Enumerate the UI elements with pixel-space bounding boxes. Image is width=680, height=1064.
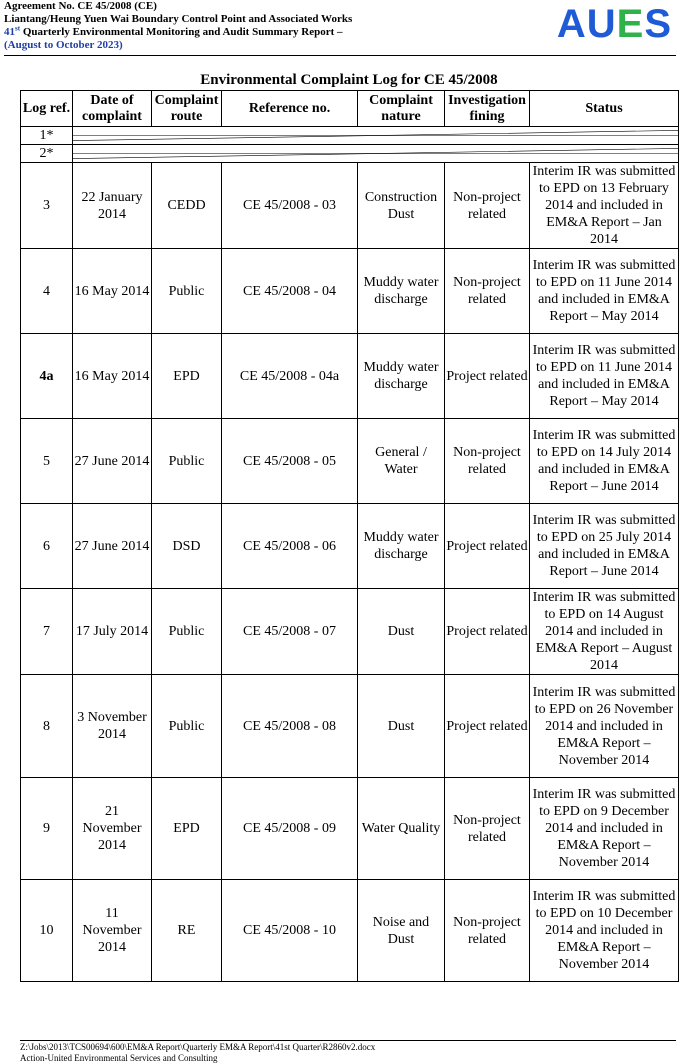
col-log-ref: Log ref. — [21, 91, 73, 127]
cell-reference-no: CE 45/2008 - 04 — [222, 249, 358, 334]
cell-reference-no: CE 45/2008 - 07 — [222, 589, 358, 675]
struck-log-ref: 1* — [21, 127, 73, 145]
table-row — [21, 419, 679, 504]
cell-log-ref: 8 — [21, 675, 73, 778]
cell-date: 11 November 2014 — [73, 880, 152, 982]
footer-company: Action-United Environmental Services and Consulting — [20, 1053, 218, 1063]
cell-complaint-nature: Dust — [358, 675, 445, 778]
struck-row — [21, 127, 679, 145]
report-period: August to October 2023 — [7, 39, 119, 51]
cell-complaint-nature: Water Quality — [358, 778, 445, 880]
cell-log-ref: 4a — [21, 334, 73, 419]
aues-logo — [557, 4, 672, 44]
cell-log-ref: 5 — [21, 419, 73, 504]
report-line — [4, 26, 524, 39]
cell-route: RE — [152, 880, 222, 982]
header-divider — [4, 55, 676, 56]
period-close: ) — [119, 39, 123, 51]
cell-complaint-nature: Muddy water discharge — [358, 334, 445, 419]
cell-status: Interim IR was submitted to EPD on 14 July 2014 and included in EM&A Report – June 2014 — [530, 419, 679, 504]
cell-investigation-finding: Non-project related — [445, 880, 530, 982]
cell-reference-no: CE 45/2008 - 04a — [222, 334, 358, 419]
cell-log-ref: 7 — [21, 589, 73, 675]
struck-out-cells — [73, 145, 679, 163]
cell-route: DSD — [152, 504, 222, 589]
cell-complaint-nature: Dust — [358, 589, 445, 675]
report-number-suffix: st — [15, 24, 21, 33]
period-open: ( — [4, 39, 8, 51]
col-reference: Reference no. — [222, 91, 358, 127]
cell-status: Interim IR was submitted to EPD on 10 December 2014 and included in EM&A Report – November 2014 — [530, 880, 679, 982]
cell-status: Interim IR was submitted to EPD on 11 June 2014 and included in EM&A Report – May 2014 — [530, 249, 679, 334]
cell-complaint-nature: Construction Dust — [358, 163, 445, 249]
table-row — [21, 249, 679, 334]
complaint-log-table — [20, 90, 679, 982]
cell-route: Public — [152, 675, 222, 778]
cell-date: 22 January 2014 — [73, 163, 152, 249]
col-route: Complaint route — [152, 91, 222, 127]
report-number: 41 — [4, 26, 15, 38]
cell-status: Interim IR was submitted to EPD on 25 July 2014 and included in EM&A Report – June 2014 — [530, 504, 679, 589]
cell-status: Interim IR was submitted to EPD on 13 February 2014 and included in EM&A Report – Jan 2014 — [530, 163, 679, 249]
cell-date: 3 November 2014 — [73, 675, 152, 778]
cell-investigation-finding: Project related — [445, 334, 530, 419]
cell-reference-no: CE 45/2008 - 08 — [222, 675, 358, 778]
table-row — [21, 504, 679, 589]
cell-date: 21 November 2014 — [73, 778, 152, 880]
cell-date: 27 June 2014 — [73, 504, 152, 589]
strike-lines — [73, 127, 678, 144]
cell-complaint-nature: General / Water — [358, 419, 445, 504]
cell-route: EPD — [152, 778, 222, 880]
cell-investigation-finding: Non-project related — [445, 163, 530, 249]
cell-date: 17 July 2014 — [73, 589, 152, 675]
cell-route: EPD — [152, 334, 222, 419]
struck-row — [21, 145, 679, 163]
footer-divider — [20, 1040, 676, 1041]
cell-investigation-finding: Project related — [445, 675, 530, 778]
table-header-row — [21, 91, 679, 127]
table-row — [21, 675, 679, 778]
cell-status: Interim IR was submitted to EPD on 14 August 2014 and included in EM&A Report – August 2014 — [530, 589, 679, 675]
cell-route: Public — [152, 419, 222, 504]
cell-route: CEDD — [152, 163, 222, 249]
col-status: Status — [530, 91, 679, 127]
cell-status: Interim IR was submitted to EPD on 26 November 2014 and included in EM&A Report – November 2014 — [530, 675, 679, 778]
col-nature: Complaint nature — [358, 91, 445, 127]
cell-complaint-nature: Noise and Dust — [358, 880, 445, 982]
table-title: Environmental Complaint Log for CE 45/2008 — [200, 72, 498, 88]
cell-date: 27 June 2014 — [73, 419, 152, 504]
cell-log-ref: 3 — [21, 163, 73, 249]
logo-part-s: S — [644, 2, 672, 46]
cell-log-ref: 6 — [21, 504, 73, 589]
cell-investigation-finding: Non-project related — [445, 419, 530, 504]
report-title: Quarterly Environmental Monitoring and Audit Summary Report – — [20, 26, 343, 38]
cell-route: Public — [152, 249, 222, 334]
cell-reference-no: CE 45/2008 - 05 — [222, 419, 358, 504]
table-row — [21, 880, 679, 982]
strike-lines — [73, 145, 678, 162]
table-row — [21, 589, 679, 675]
table-row — [21, 334, 679, 419]
cell-investigation-finding: Project related — [445, 589, 530, 675]
logo-part-e: E — [616, 2, 645, 46]
struck-out-cells — [73, 127, 679, 145]
cell-log-ref: 9 — [21, 778, 73, 880]
cell-log-ref: 4 — [21, 249, 73, 334]
footer-file-path: Z:\Jobs\2013\TCS00694\600\EM&A Report\Quarterly EM&A Report\41st Quarter\R2860v2.docx — [20, 1042, 376, 1052]
cell-date: 16 May 2014 — [73, 249, 152, 334]
struck-log-ref: 2* — [21, 145, 73, 163]
page-footer — [20, 1042, 375, 1064]
cell-status: Interim IR was submitted to EPD on 9 December 2014 and included in EM&A Report – November 2014 — [530, 778, 679, 880]
cell-investigation-finding: Non-project related — [445, 249, 530, 334]
cell-reference-no: CE 45/2008 - 06 — [222, 504, 358, 589]
cell-complaint-nature: Muddy water discharge — [358, 504, 445, 589]
cell-reference-no: CE 45/2008 - 03 — [222, 163, 358, 249]
cell-reference-no: CE 45/2008 - 10 — [222, 880, 358, 982]
agreement-line: Agreement No. CE 45/2008 (CE) — [4, 0, 157, 12]
col-investigation: Investigation fining — [445, 91, 530, 127]
cell-status: Interim IR was submitted to EPD on 11 June 2014 and included in EM&A Report – May 2014 — [530, 334, 679, 419]
page-header — [4, 0, 524, 52]
col-date: Date of complaint — [73, 91, 152, 127]
cell-reference-no: CE 45/2008 - 09 — [222, 778, 358, 880]
cell-investigation-finding: Project related — [445, 504, 530, 589]
cell-log-ref: 10 — [21, 880, 73, 982]
cell-route: Public — [152, 589, 222, 675]
cell-investigation-finding: Non-project related — [445, 778, 530, 880]
cell-date: 16 May 2014 — [73, 334, 152, 419]
period-line — [4, 39, 524, 52]
table-row — [21, 163, 679, 249]
cell-complaint-nature: Muddy water discharge — [358, 249, 445, 334]
logo-part-au: AU — [556, 2, 617, 46]
project-line: Liantang/Heung Yuen Wai Boundary Control Point and Associated Works — [4, 13, 353, 25]
table-row — [21, 778, 679, 880]
